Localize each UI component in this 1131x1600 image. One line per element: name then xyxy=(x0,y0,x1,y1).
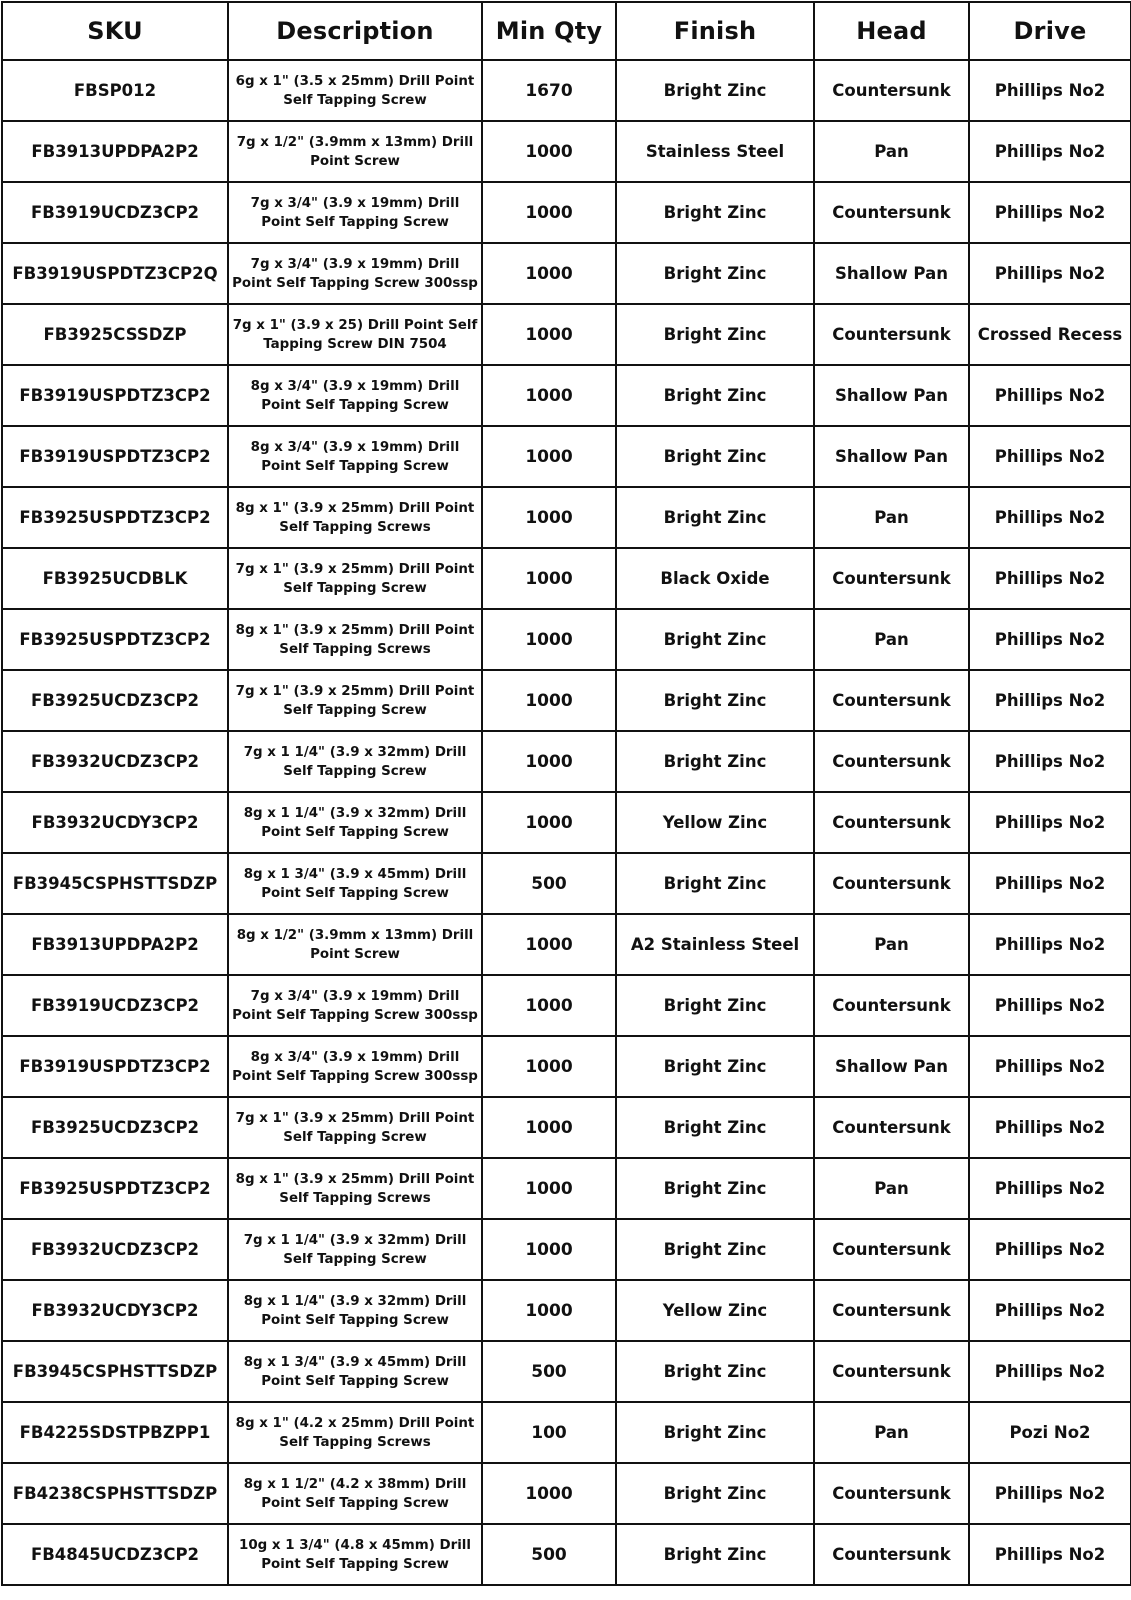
cell-drive: Phillips No2 xyxy=(969,1463,1131,1524)
cell-sku: FB3919USPDTZ3CP2 xyxy=(2,365,228,426)
cell-drive: Phillips No2 xyxy=(969,670,1131,731)
cell-description: 7g x 1 1/4" (3.9 x 32mm) Drill Self Tapping Screw xyxy=(228,1219,482,1280)
cell-finish: Bright Zinc xyxy=(616,1341,814,1402)
cell-description: 7g x 1" (3.9 x 25mm) Drill Point Self Tapping Screw xyxy=(228,670,482,731)
column-header-sku: SKU xyxy=(2,2,228,60)
cell-sku: FB3945CSPHSTTSDZP xyxy=(2,853,228,914)
cell-description: 8g x 1" (3.9 x 25mm) Drill Point Self Tapping Screws xyxy=(228,487,482,548)
cell-sku: FB3925UCDBLK xyxy=(2,548,228,609)
cell-description: 7g x 1 1/4" (3.9 x 32mm) Drill Self Tapping Screw xyxy=(228,731,482,792)
cell-finish: Bright Zinc xyxy=(616,304,814,365)
table-row xyxy=(2,304,1131,365)
cell-head: Countersunk xyxy=(814,1341,969,1402)
column-header-drive: Drive xyxy=(969,2,1131,60)
cell-sku: FB3932UCDY3CP2 xyxy=(2,792,228,853)
cell-drive: Phillips No2 xyxy=(969,853,1131,914)
cell-finish: Bright Zinc xyxy=(616,243,814,304)
cell-head: Countersunk xyxy=(814,548,969,609)
cell-min-qty: 1000 xyxy=(482,304,616,365)
cell-drive: Crossed Recess xyxy=(969,304,1131,365)
cell-description: 8g x 1/2" (3.9mm x 13mm) Drill Point Screw xyxy=(228,914,482,975)
cell-description: 8g x 3/4" (3.9 x 19mm) Drill Point Self Tapping Screw xyxy=(228,426,482,487)
cell-min-qty: 1000 xyxy=(482,1158,616,1219)
table-row xyxy=(2,975,1131,1036)
cell-sku: FBSP012 xyxy=(2,60,228,121)
table-row xyxy=(2,1219,1131,1280)
cell-min-qty: 1000 xyxy=(482,243,616,304)
cell-min-qty: 1000 xyxy=(482,365,616,426)
cell-sku: FB3913UPDPA2P2 xyxy=(2,914,228,975)
cell-min-qty: 1000 xyxy=(482,914,616,975)
cell-drive: Phillips No2 xyxy=(969,609,1131,670)
cell-description: 7g x 1" (3.9 x 25mm) Drill Point Self Tapping Screw xyxy=(228,1097,482,1158)
table-row xyxy=(2,792,1131,853)
cell-min-qty: 500 xyxy=(482,1341,616,1402)
cell-finish: Bright Zinc xyxy=(616,975,814,1036)
cell-finish: Bright Zinc xyxy=(616,1463,814,1524)
cell-head: Countersunk xyxy=(814,182,969,243)
cell-finish: Bright Zinc xyxy=(616,1402,814,1463)
cell-drive: Phillips No2 xyxy=(969,487,1131,548)
cell-drive: Phillips No2 xyxy=(969,548,1131,609)
cell-description: 8g x 1 1/4" (3.9 x 32mm) Drill Point Self Tapping Screw xyxy=(228,792,482,853)
cell-min-qty: 1000 xyxy=(482,426,616,487)
cell-drive: Phillips No2 xyxy=(969,1524,1131,1585)
cell-drive: Phillips No2 xyxy=(969,914,1131,975)
cell-min-qty: 100 xyxy=(482,1402,616,1463)
cell-finish: Stainless Steel xyxy=(616,121,814,182)
cell-head: Pan xyxy=(814,609,969,670)
column-header-min-qty: Min Qty xyxy=(482,2,616,60)
cell-head: Shallow Pan xyxy=(814,365,969,426)
table-row xyxy=(2,1524,1131,1585)
table-row xyxy=(2,1402,1131,1463)
cell-drive: Phillips No2 xyxy=(969,1280,1131,1341)
cell-finish: Bright Zinc xyxy=(616,1524,814,1585)
cell-min-qty: 500 xyxy=(482,853,616,914)
cell-drive: Phillips No2 xyxy=(969,975,1131,1036)
table-row xyxy=(2,60,1131,121)
cell-description: 8g x 1" (4.2 x 25mm) Drill Point Self Tapping Screws xyxy=(228,1402,482,1463)
header-row xyxy=(2,2,1131,60)
cell-drive: Phillips No2 xyxy=(969,1036,1131,1097)
cell-description: 7g x 1/2" (3.9mm x 13mm) Drill Point Screw xyxy=(228,121,482,182)
cell-description: 8g x 1 1/2" (4.2 x 38mm) Drill Point Self Tapping Screw xyxy=(228,1463,482,1524)
cell-description: 8g x 1 3/4" (3.9 x 45mm) Drill Point Self Tapping Screw xyxy=(228,853,482,914)
cell-finish: Bright Zinc xyxy=(616,60,814,121)
cell-finish: Bright Zinc xyxy=(616,1158,814,1219)
cell-min-qty: 1000 xyxy=(482,182,616,243)
cell-sku: FB3925USPDTZ3CP2 xyxy=(2,609,228,670)
cell-sku: FB3919UCDZ3CP2 xyxy=(2,182,228,243)
cell-min-qty: 1000 xyxy=(482,1280,616,1341)
table-row xyxy=(2,487,1131,548)
cell-sku: FB3925USPDTZ3CP2 xyxy=(2,1158,228,1219)
cell-finish: Bright Zinc xyxy=(616,182,814,243)
cell-drive: Phillips No2 xyxy=(969,365,1131,426)
cell-sku: FB4225SDSTPBZPP1 xyxy=(2,1402,228,1463)
table-row xyxy=(2,609,1131,670)
cell-min-qty: 1000 xyxy=(482,670,616,731)
cell-description: 7g x 3/4" (3.9 x 19mm) Drill Point Self Tapping Screw xyxy=(228,182,482,243)
cell-sku: FB3925CSSDZP xyxy=(2,304,228,365)
cell-drive: Phillips No2 xyxy=(969,426,1131,487)
cell-description: 7g x 3/4" (3.9 x 19mm) Drill Point Self Tapping Screw 300ssp xyxy=(228,975,482,1036)
cell-sku: FB3932UCDZ3CP2 xyxy=(2,731,228,792)
cell-drive: Phillips No2 xyxy=(969,182,1131,243)
cell-head: Countersunk xyxy=(814,792,969,853)
cell-sku: FB3913UPDPA2P2 xyxy=(2,121,228,182)
cell-head: Countersunk xyxy=(814,1097,969,1158)
cell-min-qty: 1000 xyxy=(482,487,616,548)
cell-description: 10g x 1 3/4" (4.8 x 45mm) Drill Point Self Tapping Screw xyxy=(228,1524,482,1585)
table-row xyxy=(2,914,1131,975)
cell-min-qty: 1000 xyxy=(482,731,616,792)
table-row xyxy=(2,1036,1131,1097)
cell-finish: Bright Zinc xyxy=(616,670,814,731)
cell-description: 6g x 1" (3.5 x 25mm) Drill Point Self Tapping Screw xyxy=(228,60,482,121)
cell-sku: FB4238CSPHSTTSDZP xyxy=(2,1463,228,1524)
column-header-finish: Finish xyxy=(616,2,814,60)
column-header-head: Head xyxy=(814,2,969,60)
cell-description: 8g x 1 1/4" (3.9 x 32mm) Drill Point Self Tapping Screw xyxy=(228,1280,482,1341)
cell-description: 7g x 1" (3.9 x 25) Drill Point Self Tapping Screw DIN 7504 xyxy=(228,304,482,365)
table-row xyxy=(2,243,1131,304)
cell-sku: FB3919USPDTZ3CP2Q xyxy=(2,243,228,304)
cell-head: Countersunk xyxy=(814,853,969,914)
cell-drive: Phillips No2 xyxy=(969,121,1131,182)
cell-drive: Phillips No2 xyxy=(969,1341,1131,1402)
cell-sku: FB3945CSPHSTTSDZP xyxy=(2,1341,228,1402)
cell-finish: Bright Zinc xyxy=(616,1219,814,1280)
cell-drive: Pozi No2 xyxy=(969,1402,1131,1463)
cell-head: Pan xyxy=(814,1158,969,1219)
table-row xyxy=(2,1341,1131,1402)
cell-head: Countersunk xyxy=(814,670,969,731)
cell-head: Countersunk xyxy=(814,1524,969,1585)
cell-finish: Bright Zinc xyxy=(616,1097,814,1158)
cell-drive: Phillips No2 xyxy=(969,1219,1131,1280)
cell-sku: FB3925USPDTZ3CP2 xyxy=(2,487,228,548)
table-row xyxy=(2,182,1131,243)
cell-head: Countersunk xyxy=(814,1463,969,1524)
cell-finish: Bright Zinc xyxy=(616,853,814,914)
cell-head: Pan xyxy=(814,487,969,548)
cell-finish: Yellow Zinc xyxy=(616,792,814,853)
table-row xyxy=(2,670,1131,731)
cell-head: Countersunk xyxy=(814,60,969,121)
cell-min-qty: 1000 xyxy=(482,1463,616,1524)
cell-drive: Phillips No2 xyxy=(969,243,1131,304)
table-row xyxy=(2,121,1131,182)
cell-sku: FB3925UCDZ3CP2 xyxy=(2,670,228,731)
cell-min-qty: 1000 xyxy=(482,548,616,609)
cell-head: Shallow Pan xyxy=(814,243,969,304)
cell-head: Pan xyxy=(814,1402,969,1463)
cell-min-qty: 1000 xyxy=(482,792,616,853)
cell-description: 8g x 3/4" (3.9 x 19mm) Drill Point Self Tapping Screw xyxy=(228,365,482,426)
cell-sku: FB4845UCDZ3CP2 xyxy=(2,1524,228,1585)
cell-min-qty: 1000 xyxy=(482,975,616,1036)
table-row xyxy=(2,548,1131,609)
cell-description: 7g x 3/4" (3.9 x 19mm) Drill Point Self Tapping Screw 300ssp xyxy=(228,243,482,304)
cell-description: 8g x 1 3/4" (3.9 x 45mm) Drill Point Self Tapping Screw xyxy=(228,1341,482,1402)
column-header-description: Description xyxy=(228,2,482,60)
cell-description: 8g x 1" (3.9 x 25mm) Drill Point Self Tapping Screws xyxy=(228,1158,482,1219)
cell-sku: FB3919UCDZ3CP2 xyxy=(2,975,228,1036)
table-row xyxy=(2,365,1131,426)
cell-finish: Bright Zinc xyxy=(616,1036,814,1097)
cell-sku: FB3919USPDTZ3CP2 xyxy=(2,426,228,487)
cell-finish: Yellow Zinc xyxy=(616,1280,814,1341)
cell-finish: Bright Zinc xyxy=(616,731,814,792)
cell-description: 7g x 1" (3.9 x 25mm) Drill Point Self Tapping Screw xyxy=(228,548,482,609)
cell-finish: Bright Zinc xyxy=(616,365,814,426)
cell-drive: Phillips No2 xyxy=(969,731,1131,792)
cell-min-qty: 1000 xyxy=(482,1219,616,1280)
cell-min-qty: 1670 xyxy=(482,60,616,121)
cell-drive: Phillips No2 xyxy=(969,1097,1131,1158)
table-row xyxy=(2,426,1131,487)
cell-head: Countersunk xyxy=(814,731,969,792)
table-row xyxy=(2,1280,1131,1341)
cell-drive: Phillips No2 xyxy=(969,60,1131,121)
table-row xyxy=(2,1158,1131,1219)
cell-head: Shallow Pan xyxy=(814,1036,969,1097)
table-row xyxy=(2,731,1131,792)
cell-finish: Bright Zinc xyxy=(616,426,814,487)
cell-head: Countersunk xyxy=(814,975,969,1036)
cell-finish: Bright Zinc xyxy=(616,609,814,670)
table-row xyxy=(2,1463,1131,1524)
cell-head: Countersunk xyxy=(814,1280,969,1341)
cell-head: Shallow Pan xyxy=(814,426,969,487)
cell-min-qty: 1000 xyxy=(482,1097,616,1158)
cell-description: 8g x 1" (3.9 x 25mm) Drill Point Self Tapping Screws xyxy=(228,609,482,670)
cell-min-qty: 1000 xyxy=(482,121,616,182)
screw-spec-table xyxy=(1,1,1131,1586)
cell-sku: FB3919USPDTZ3CP2 xyxy=(2,1036,228,1097)
cell-finish: A2 Stainless Steel xyxy=(616,914,814,975)
cell-min-qty: 500 xyxy=(482,1524,616,1585)
cell-finish: Bright Zinc xyxy=(616,487,814,548)
cell-sku: FB3932UCDZ3CP2 xyxy=(2,1219,228,1280)
cell-min-qty: 1000 xyxy=(482,609,616,670)
cell-description: 8g x 3/4" (3.9 x 19mm) Drill Point Self Tapping Screw 300ssp xyxy=(228,1036,482,1097)
cell-head: Pan xyxy=(814,121,969,182)
cell-drive: Phillips No2 xyxy=(969,1158,1131,1219)
table-row xyxy=(2,1097,1131,1158)
cell-drive: Phillips No2 xyxy=(969,792,1131,853)
cell-finish: Black Oxide xyxy=(616,548,814,609)
cell-head: Countersunk xyxy=(814,304,969,365)
cell-head: Countersunk xyxy=(814,1219,969,1280)
cell-sku: FB3925UCDZ3CP2 xyxy=(2,1097,228,1158)
cell-head: Pan xyxy=(814,914,969,975)
table-row xyxy=(2,853,1131,914)
cell-min-qty: 1000 xyxy=(482,1036,616,1097)
cell-sku: FB3932UCDY3CP2 xyxy=(2,1280,228,1341)
